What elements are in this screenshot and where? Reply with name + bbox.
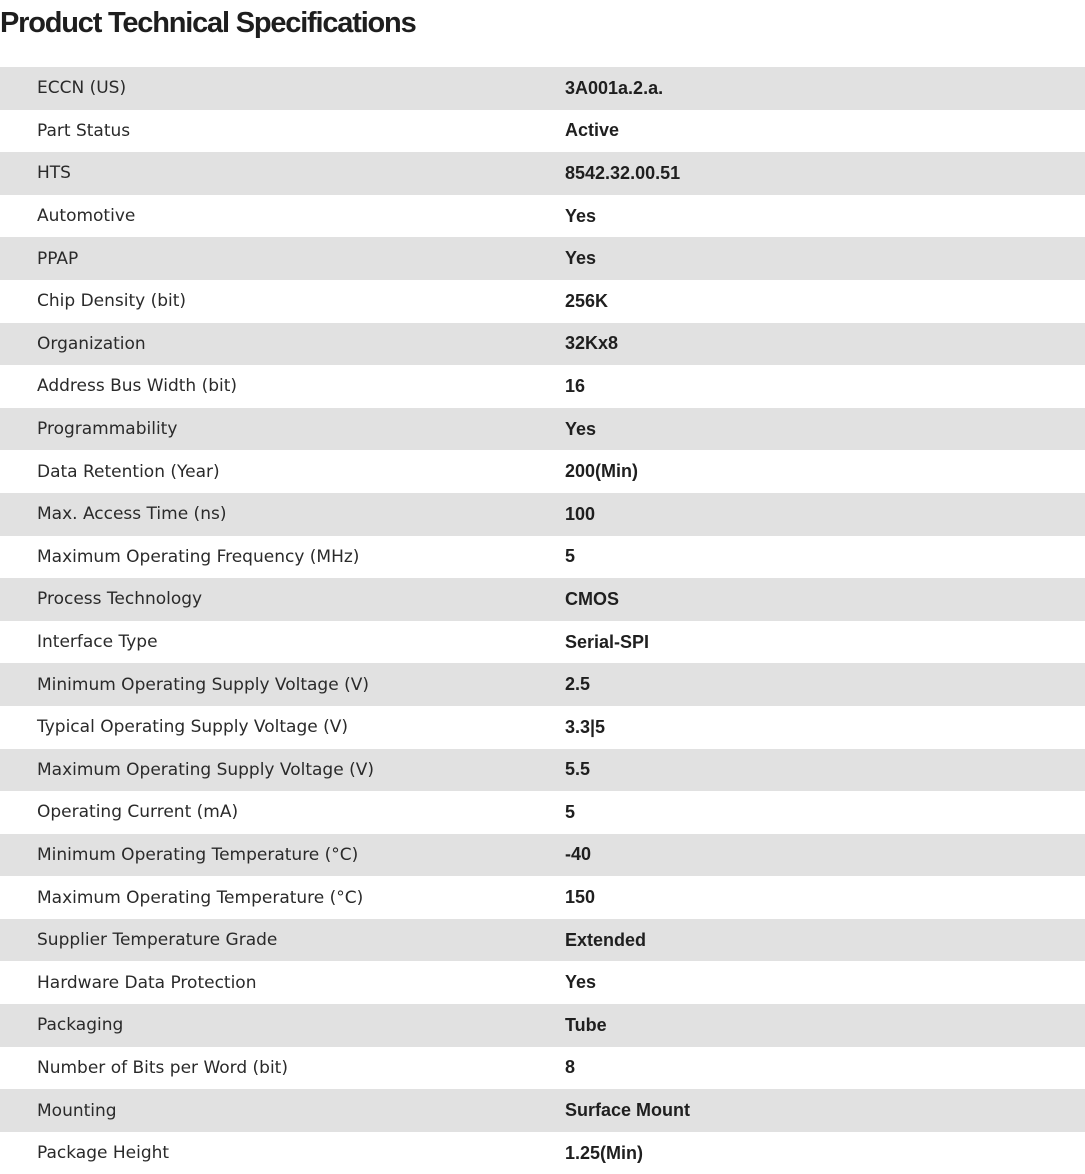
spec-value: -40 [565,844,592,865]
spec-label: Packaging [37,1015,124,1036]
spec-value: 16 [565,375,586,396]
spec-row-typical-supply-voltage [0,706,1085,749]
spec-row-max-supply-voltage [0,749,1085,792]
spec-value: Tube [565,1014,607,1035]
spec-row-max-access-time [0,493,1085,536]
spec-row-organization [0,323,1085,366]
spec-value: 5 [565,546,576,567]
spec-label: Supplier Temperature Grade [37,930,278,951]
spec-row-bits-per-word [0,1047,1085,1090]
spec-label: Operating Current (mA) [37,802,239,823]
spec-row-mounting [0,1089,1085,1132]
spec-label: ECCN (US) [37,78,127,99]
spec-value: Active [565,120,620,141]
spec-row-automotive [0,195,1085,238]
spec-row-interface-type [0,621,1085,664]
page-title: Product Technical Specifications [0,7,416,39]
spec-row-eccn [0,67,1085,110]
spec-row-hts [0,152,1085,195]
spec-row-packaging [0,1004,1085,1047]
spec-label: Mounting [37,1100,117,1121]
spec-label: Process Technology [37,589,203,610]
spec-label: PPAP [37,248,79,269]
spec-row-min-supply-voltage [0,663,1085,706]
spec-value: 5 [565,801,576,822]
spec-value: 100 [565,503,596,524]
spec-value: 8 [565,1057,576,1078]
spec-row-supplier-temperature-grade [0,919,1085,962]
spec-value: 5.5 [565,759,591,780]
spec-row-data-retention [0,450,1085,493]
spec-value: Surface Mount [565,1100,691,1121]
spec-label: Organization [37,333,146,354]
spec-table [0,67,1085,1174]
spec-value: Yes [565,418,597,439]
spec-value: 3A001a.2.a. [565,77,664,98]
spec-value: 2.5 [565,674,591,695]
spec-label: Minimum Operating Supply Voltage (V) [37,674,369,695]
spec-row-part-status [0,110,1085,153]
spec-label: Maximum Operating Frequency (MHz) [37,546,360,567]
spec-value: Yes [565,972,597,993]
spec-value: 1.25(Min) [565,1142,644,1163]
spec-row-min-operating-temperature [0,834,1085,877]
spec-label: Address Bus Width (bit) [37,376,238,397]
spec-label: Hardware Data Protection [37,972,257,993]
spec-row-chip-density [0,280,1085,323]
spec-row-hardware-data-protection [0,961,1085,1004]
spec-label: Package Height [37,1143,170,1164]
spec-label: Maximum Operating Temperature (°C) [37,887,364,908]
spec-value: 150 [565,887,596,908]
spec-row-process-technology [0,578,1085,621]
spec-row-programmability [0,408,1085,451]
spec-label: Programmability [37,419,178,440]
spec-label: Maximum Operating Supply Voltage (V) [37,759,374,780]
spec-value: 32Kx8 [565,333,619,354]
spec-value: 3.3|5 [565,716,606,737]
spec-label: Chip Density (bit) [37,291,187,312]
spec-row-max-operating-frequency [0,536,1085,579]
spec-value: Serial-SPI [565,631,650,652]
spec-row-ppap [0,237,1085,280]
spec-label: Interface Type [37,632,158,653]
spec-label: HTS [37,163,71,184]
spec-row-address-bus-width [0,365,1085,408]
spec-row-max-operating-temperature [0,876,1085,919]
spec-label: Minimum Operating Temperature (°C) [37,844,359,865]
spec-label: Data Retention (Year) [37,461,220,482]
spec-row-operating-current [0,791,1085,834]
spec-value: Yes [565,248,597,269]
spec-label: Typical Operating Supply Voltage (V) [37,717,348,738]
spec-label: Max. Access Time (ns) [37,504,227,525]
spec-label: Number of Bits per Word (bit) [37,1057,288,1078]
spec-value: 256K [565,290,609,311]
spec-value: Extended [565,929,647,950]
spec-label: Part Status [37,120,131,141]
spec-value: 8542.32.00.51 [565,162,681,183]
spec-value: CMOS [565,588,619,609]
spec-value: Yes [565,205,597,226]
spec-label: Automotive [37,206,136,227]
spec-value: 200(Min) [565,461,639,482]
